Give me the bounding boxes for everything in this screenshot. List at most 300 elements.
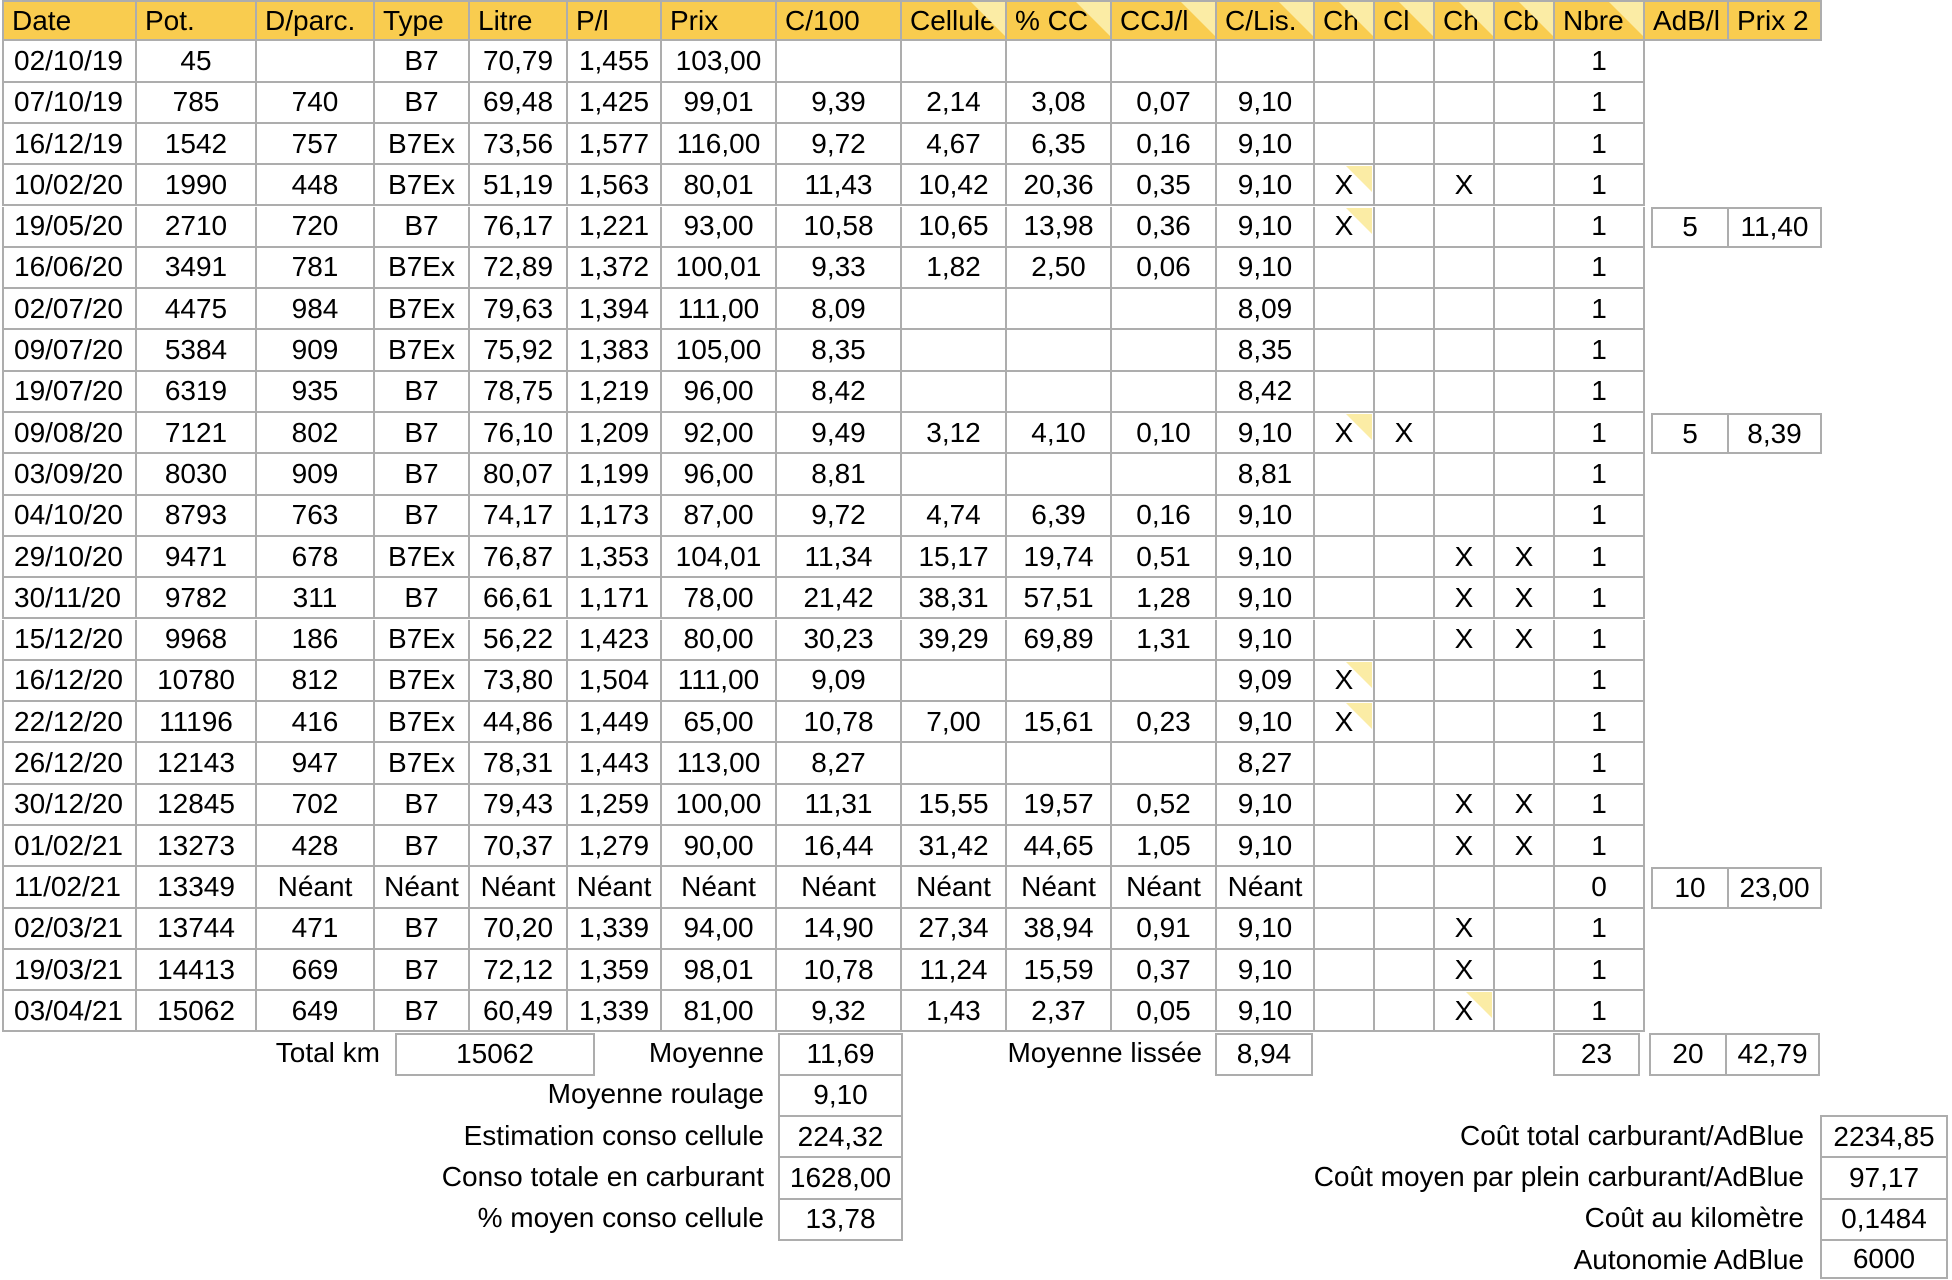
cell-r10-ch2[interactable] xyxy=(1435,413,1495,454)
cell-r18-cl[interactable] xyxy=(1375,743,1435,784)
cell-r5-type[interactable] xyxy=(375,207,470,248)
cell-r4-cl[interactable] xyxy=(1375,165,1435,206)
cell-r15-c100[interactable] xyxy=(777,620,902,661)
cell-r5-clis[interactable] xyxy=(1217,207,1315,248)
cell-r21-clis[interactable] xyxy=(1217,867,1315,908)
cell-r7-c100[interactable] xyxy=(777,289,902,330)
cell-r20-nbre[interactable] xyxy=(1555,826,1645,867)
cell-r3-nbre[interactable] xyxy=(1555,124,1645,165)
cell-r24-ccjl[interactable] xyxy=(1112,991,1217,1032)
cell-r8-cb[interactable] xyxy=(1495,330,1555,371)
cell-r19-ch1[interactable] xyxy=(1315,785,1375,826)
cell-r10-c100[interactable] xyxy=(777,413,902,454)
cell-r13-ccjl[interactable] xyxy=(1112,537,1217,578)
cell-r4-prix[interactable] xyxy=(662,165,777,206)
cell-r19-c100[interactable] xyxy=(777,785,902,826)
cell-r3-ch2[interactable] xyxy=(1435,124,1495,165)
cell-r23-pcc[interactable] xyxy=(1007,950,1112,991)
cell-r20-pl[interactable] xyxy=(568,826,662,867)
cell-r12-type[interactable] xyxy=(375,496,470,537)
cell-r8-clis[interactable] xyxy=(1217,330,1315,371)
cell-r19-dparc[interactable] xyxy=(257,785,375,826)
cell-r24-litre[interactable] xyxy=(470,991,568,1032)
cell-r21-litre[interactable] xyxy=(470,867,568,908)
cell-r15-pl[interactable] xyxy=(568,620,662,661)
cell-r16-cl[interactable] xyxy=(1375,661,1435,702)
summary-total-prix2[interactable] xyxy=(1725,1033,1820,1076)
cell-r14-ccjl[interactable] xyxy=(1112,578,1217,619)
header-c100[interactable] xyxy=(777,0,902,41)
cell-r13-date[interactable] xyxy=(2,537,137,578)
cell-r4-ch1[interactable] xyxy=(1315,165,1375,206)
cell-r4-type[interactable] xyxy=(375,165,470,206)
cell-r9-type[interactable] xyxy=(375,372,470,413)
cell-r19-nbre[interactable] xyxy=(1555,785,1645,826)
cell-r6-ch2[interactable] xyxy=(1435,248,1495,289)
cell-r5-c100[interactable] xyxy=(777,207,902,248)
cell-r9-clis[interactable] xyxy=(1217,372,1315,413)
cell-r15-cl[interactable] xyxy=(1375,620,1435,661)
cell-r13-nbre[interactable] xyxy=(1555,537,1645,578)
cell-r19-cl[interactable] xyxy=(1375,785,1435,826)
cell-r11-cb[interactable] xyxy=(1495,454,1555,495)
cell-r6-pot[interactable] xyxy=(137,248,257,289)
cell-r18-pl[interactable] xyxy=(568,743,662,784)
cell-r16-prix[interactable] xyxy=(662,661,777,702)
cell-r17-cl[interactable] xyxy=(1375,702,1435,743)
cell-r17-cellule[interactable] xyxy=(902,702,1007,743)
cell-r8-dparc[interactable] xyxy=(257,330,375,371)
cell-r14-prix[interactable] xyxy=(662,578,777,619)
cell-r11-prix[interactable] xyxy=(662,454,777,495)
cell-r10-type[interactable] xyxy=(375,413,470,454)
cell-r11-type[interactable] xyxy=(375,454,470,495)
cell-r2-prix[interactable] xyxy=(662,83,777,124)
cell-r6-pcc[interactable] xyxy=(1007,248,1112,289)
cell-r16-cellule[interactable] xyxy=(902,661,1007,702)
cell-r3-dparc[interactable] xyxy=(257,124,375,165)
cell-r4-pcc[interactable] xyxy=(1007,165,1112,206)
cell-r10-date[interactable] xyxy=(2,413,137,454)
cell-r4-ccjl[interactable] xyxy=(1112,165,1217,206)
cell-r2-cb[interactable] xyxy=(1495,83,1555,124)
cell-r15-litre[interactable] xyxy=(470,620,568,661)
cell-r13-pot[interactable] xyxy=(137,537,257,578)
cell-r4-pl[interactable] xyxy=(568,165,662,206)
cell-r22-cb[interactable] xyxy=(1495,909,1555,950)
cell-r8-ch2[interactable] xyxy=(1435,330,1495,371)
cell-r8-date[interactable] xyxy=(2,330,137,371)
cell-r22-dparc[interactable] xyxy=(257,909,375,950)
cell-r12-dparc[interactable] xyxy=(257,496,375,537)
cell-r14-cb[interactable] xyxy=(1495,578,1555,619)
cell-r15-ch2[interactable] xyxy=(1435,620,1495,661)
cell-r20-c100[interactable] xyxy=(777,826,902,867)
cell-r11-pcc[interactable] xyxy=(1007,454,1112,495)
cell-r12-cl[interactable] xyxy=(1375,496,1435,537)
cell-r10-prix[interactable] xyxy=(662,413,777,454)
cell-r18-pot[interactable] xyxy=(137,743,257,784)
cell-r12-ch1[interactable] xyxy=(1315,496,1375,537)
cell-r22-ch1[interactable] xyxy=(1315,909,1375,950)
cell-r1-dparc[interactable] xyxy=(257,41,375,82)
cell-r19-cellule[interactable] xyxy=(902,785,1007,826)
cell-r3-pl[interactable] xyxy=(568,124,662,165)
cell-r1-ch2[interactable] xyxy=(1435,41,1495,82)
cell-r2-date[interactable] xyxy=(2,83,137,124)
cell-r3-pcc[interactable] xyxy=(1007,124,1112,165)
cell-r8-cellule[interactable] xyxy=(902,330,1007,371)
summary-total-nbre[interactable] xyxy=(1553,1033,1640,1076)
cell-r2-pot[interactable] xyxy=(137,83,257,124)
header-ch1[interactable] xyxy=(1315,0,1375,41)
cell-r22-ch2[interactable] xyxy=(1435,909,1495,950)
cell-r14-ch2[interactable] xyxy=(1435,578,1495,619)
cell-r20-ccjl[interactable] xyxy=(1112,826,1217,867)
cell-r11-clis[interactable] xyxy=(1217,454,1315,495)
cell-r1-ch1[interactable] xyxy=(1315,41,1375,82)
cell-r18-ch2[interactable] xyxy=(1435,743,1495,784)
cell-r22-nbre[interactable] xyxy=(1555,909,1645,950)
cell-r17-c100[interactable] xyxy=(777,702,902,743)
cell-r14-cellule[interactable] xyxy=(902,578,1007,619)
cell-r3-c100[interactable] xyxy=(777,124,902,165)
cell-r6-nbre[interactable] xyxy=(1555,248,1645,289)
cell-r10-nbre[interactable] xyxy=(1555,413,1645,454)
header-nbre[interactable] xyxy=(1555,0,1645,41)
cell-r15-cellule[interactable] xyxy=(902,620,1007,661)
cell-r17-pot[interactable] xyxy=(137,702,257,743)
cell-r8-pl[interactable] xyxy=(568,330,662,371)
cell-r11-litre[interactable] xyxy=(470,454,568,495)
cell-r24-cb[interactable] xyxy=(1495,991,1555,1032)
summary-value-right-2[interactable] xyxy=(1820,1198,1948,1241)
cell-r4-ch2[interactable] xyxy=(1435,165,1495,206)
cell-r16-dparc[interactable] xyxy=(257,661,375,702)
cell-r2-c100[interactable] xyxy=(777,83,902,124)
cell-r23-litre[interactable] xyxy=(470,950,568,991)
cell-r21-c100[interactable] xyxy=(777,867,902,908)
cell-r21-prix2[interactable] xyxy=(1727,867,1822,908)
cell-r19-type[interactable] xyxy=(375,785,470,826)
header-cl[interactable] xyxy=(1375,0,1435,41)
cell-r4-nbre[interactable] xyxy=(1555,165,1645,206)
cell-r24-cellule[interactable] xyxy=(902,991,1007,1032)
cell-r24-pot[interactable] xyxy=(137,991,257,1032)
cell-r22-pcc[interactable] xyxy=(1007,909,1112,950)
cell-r17-pl[interactable] xyxy=(568,702,662,743)
cell-r6-ccjl[interactable] xyxy=(1112,248,1217,289)
cell-r22-pl[interactable] xyxy=(568,909,662,950)
cell-r9-date[interactable] xyxy=(2,372,137,413)
cell-r15-cb[interactable] xyxy=(1495,620,1555,661)
cell-r24-type[interactable] xyxy=(375,991,470,1032)
cell-r15-pcc[interactable] xyxy=(1007,620,1112,661)
cell-r9-pot[interactable] xyxy=(137,372,257,413)
cell-r18-dparc[interactable] xyxy=(257,743,375,784)
cell-r10-ch1[interactable] xyxy=(1315,413,1375,454)
cell-r8-ch1[interactable] xyxy=(1315,330,1375,371)
cell-r24-prix[interactable] xyxy=(662,991,777,1032)
cell-r16-c100[interactable] xyxy=(777,661,902,702)
cell-r2-ch1[interactable] xyxy=(1315,83,1375,124)
cell-r13-cellule[interactable] xyxy=(902,537,1007,578)
cell-r12-c100[interactable] xyxy=(777,496,902,537)
cell-r13-cl[interactable] xyxy=(1375,537,1435,578)
cell-r21-type[interactable] xyxy=(375,867,470,908)
cell-r10-pl[interactable] xyxy=(568,413,662,454)
cell-r20-clis[interactable] xyxy=(1217,826,1315,867)
cell-r12-clis[interactable] xyxy=(1217,496,1315,537)
cell-r16-pcc[interactable] xyxy=(1007,661,1112,702)
cell-r12-date[interactable] xyxy=(2,496,137,537)
cell-r22-ccjl[interactable] xyxy=(1112,909,1217,950)
cell-r3-cb[interactable] xyxy=(1495,124,1555,165)
cell-r9-cb[interactable] xyxy=(1495,372,1555,413)
cell-r14-date[interactable] xyxy=(2,578,137,619)
cell-r18-nbre[interactable] xyxy=(1555,743,1645,784)
cell-r10-cl[interactable] xyxy=(1375,413,1435,454)
cell-r15-ch1[interactable] xyxy=(1315,620,1375,661)
cell-r1-ccjl[interactable] xyxy=(1112,41,1217,82)
cell-r14-clis[interactable] xyxy=(1217,578,1315,619)
cell-r19-pcc[interactable] xyxy=(1007,785,1112,826)
cell-r7-ch2[interactable] xyxy=(1435,289,1495,330)
cell-r23-clis[interactable] xyxy=(1217,950,1315,991)
cell-r3-date[interactable] xyxy=(2,124,137,165)
cell-r23-type[interactable] xyxy=(375,950,470,991)
cell-r14-pl[interactable] xyxy=(568,578,662,619)
header-cellule[interactable] xyxy=(902,0,1007,41)
cell-r18-ch1[interactable] xyxy=(1315,743,1375,784)
cell-r1-nbre[interactable] xyxy=(1555,41,1645,82)
cell-r2-cellule[interactable] xyxy=(902,83,1007,124)
cell-r11-pot[interactable] xyxy=(137,454,257,495)
summary-value-right-3[interactable] xyxy=(1820,1239,1948,1279)
cell-r4-cellule[interactable] xyxy=(902,165,1007,206)
cell-r4-cb[interactable] xyxy=(1495,165,1555,206)
cell-r22-cl[interactable] xyxy=(1375,909,1435,950)
cell-r12-litre[interactable] xyxy=(470,496,568,537)
cell-r18-date[interactable] xyxy=(2,743,137,784)
cell-r16-cb[interactable] xyxy=(1495,661,1555,702)
cell-r22-prix[interactable] xyxy=(662,909,777,950)
cell-r23-pot[interactable] xyxy=(137,950,257,991)
cell-r16-pot[interactable] xyxy=(137,661,257,702)
cell-r12-pl[interactable] xyxy=(568,496,662,537)
cell-r2-pcc[interactable] xyxy=(1007,83,1112,124)
cell-r21-cellule[interactable] xyxy=(902,867,1007,908)
cell-r5-ccjl[interactable] xyxy=(1112,207,1217,248)
cell-r2-ccjl[interactable] xyxy=(1112,83,1217,124)
cell-r15-nbre[interactable] xyxy=(1555,620,1645,661)
cell-r16-ccjl[interactable] xyxy=(1112,661,1217,702)
cell-r13-type[interactable] xyxy=(375,537,470,578)
cell-r12-prix[interactable] xyxy=(662,496,777,537)
cell-r22-date[interactable] xyxy=(2,909,137,950)
cell-r5-cb[interactable] xyxy=(1495,207,1555,248)
cell-r9-dparc[interactable] xyxy=(257,372,375,413)
cell-r12-ccjl[interactable] xyxy=(1112,496,1217,537)
cell-r10-dparc[interactable] xyxy=(257,413,375,454)
cell-r3-ch1[interactable] xyxy=(1315,124,1375,165)
cell-r20-pcc[interactable] xyxy=(1007,826,1112,867)
cell-r20-ch2[interactable] xyxy=(1435,826,1495,867)
cell-r1-clis[interactable] xyxy=(1217,41,1315,82)
cell-r13-cb[interactable] xyxy=(1495,537,1555,578)
cell-r10-adbl[interactable] xyxy=(1651,413,1729,454)
cell-r13-litre[interactable] xyxy=(470,537,568,578)
cell-r12-cellule[interactable] xyxy=(902,496,1007,537)
cell-r17-cb[interactable] xyxy=(1495,702,1555,743)
cell-r7-date[interactable] xyxy=(2,289,137,330)
cell-r9-c100[interactable] xyxy=(777,372,902,413)
header-cb[interactable] xyxy=(1495,0,1555,41)
cell-r6-prix[interactable] xyxy=(662,248,777,289)
cell-r5-prix[interactable] xyxy=(662,207,777,248)
cell-r8-cl[interactable] xyxy=(1375,330,1435,371)
header-pcc[interactable] xyxy=(1007,0,1112,41)
cell-r16-litre[interactable] xyxy=(470,661,568,702)
cell-r7-cellule[interactable] xyxy=(902,289,1007,330)
cell-r3-cl[interactable] xyxy=(1375,124,1435,165)
cell-r6-ch1[interactable] xyxy=(1315,248,1375,289)
cell-r1-prix[interactable] xyxy=(662,41,777,82)
cell-r7-type[interactable] xyxy=(375,289,470,330)
cell-r15-type[interactable] xyxy=(375,620,470,661)
cell-r13-clis[interactable] xyxy=(1217,537,1315,578)
cell-r18-c100[interactable] xyxy=(777,743,902,784)
cell-r15-dparc[interactable] xyxy=(257,620,375,661)
cell-r3-clis[interactable] xyxy=(1217,124,1315,165)
cell-r16-type[interactable] xyxy=(375,661,470,702)
cell-r23-cl[interactable] xyxy=(1375,950,1435,991)
header-pl[interactable] xyxy=(568,0,662,41)
cell-r3-prix[interactable] xyxy=(662,124,777,165)
cell-r13-pl[interactable] xyxy=(568,537,662,578)
header-clis[interactable] xyxy=(1217,0,1315,41)
cell-r20-dparc[interactable] xyxy=(257,826,375,867)
cell-r17-ccjl[interactable] xyxy=(1112,702,1217,743)
cell-r1-cb[interactable] xyxy=(1495,41,1555,82)
cell-r11-ch1[interactable] xyxy=(1315,454,1375,495)
summary-value-right-1[interactable] xyxy=(1820,1156,1948,1199)
cell-r21-ch1[interactable] xyxy=(1315,867,1375,908)
cell-r9-ch2[interactable] xyxy=(1435,372,1495,413)
cell-r7-pl[interactable] xyxy=(568,289,662,330)
cell-r22-clis[interactable] xyxy=(1217,909,1315,950)
cell-r7-cb[interactable] xyxy=(1495,289,1555,330)
cell-r19-pot[interactable] xyxy=(137,785,257,826)
cell-r8-pot[interactable] xyxy=(137,330,257,371)
cell-r21-ch2[interactable] xyxy=(1435,867,1495,908)
cell-r24-ch2[interactable] xyxy=(1435,991,1495,1032)
cell-r2-cl[interactable] xyxy=(1375,83,1435,124)
cell-r8-type[interactable] xyxy=(375,330,470,371)
cell-r5-pl[interactable] xyxy=(568,207,662,248)
cell-r17-ch1[interactable] xyxy=(1315,702,1375,743)
cell-r21-adbl[interactable] xyxy=(1651,867,1729,908)
cell-r7-ccjl[interactable] xyxy=(1112,289,1217,330)
cell-r1-type[interactable] xyxy=(375,41,470,82)
cell-r15-pot[interactable] xyxy=(137,620,257,661)
cell-r21-pcc[interactable] xyxy=(1007,867,1112,908)
cell-r22-cellule[interactable] xyxy=(902,909,1007,950)
cell-r3-pot[interactable] xyxy=(137,124,257,165)
cell-r14-pcc[interactable] xyxy=(1007,578,1112,619)
cell-r17-type[interactable] xyxy=(375,702,470,743)
cell-r2-type[interactable] xyxy=(375,83,470,124)
cell-r13-prix[interactable] xyxy=(662,537,777,578)
cell-r24-cl[interactable] xyxy=(1375,991,1435,1032)
cell-r5-nbre[interactable] xyxy=(1555,207,1645,248)
cell-r4-pot[interactable] xyxy=(137,165,257,206)
cell-r11-c100[interactable] xyxy=(777,454,902,495)
cell-r21-pot[interactable] xyxy=(137,867,257,908)
cell-r9-pcc[interactable] xyxy=(1007,372,1112,413)
cell-r23-ccjl[interactable] xyxy=(1112,950,1217,991)
cell-r5-date[interactable] xyxy=(2,207,137,248)
cell-r22-c100[interactable] xyxy=(777,909,902,950)
cell-r11-nbre[interactable] xyxy=(1555,454,1645,495)
cell-r23-date[interactable] xyxy=(2,950,137,991)
cell-r24-pcc[interactable] xyxy=(1007,991,1112,1032)
cell-r14-cl[interactable] xyxy=(1375,578,1435,619)
cell-r18-litre[interactable] xyxy=(470,743,568,784)
cell-r7-pcc[interactable] xyxy=(1007,289,1112,330)
cell-r6-type[interactable] xyxy=(375,248,470,289)
cell-r16-clis[interactable] xyxy=(1217,661,1315,702)
cell-r2-pl[interactable] xyxy=(568,83,662,124)
cell-r11-date[interactable] xyxy=(2,454,137,495)
cell-r4-clis[interactable] xyxy=(1217,165,1315,206)
header-ch2[interactable] xyxy=(1435,0,1495,41)
cell-r18-cb[interactable] xyxy=(1495,743,1555,784)
cell-r11-pl[interactable] xyxy=(568,454,662,495)
cell-r12-cb[interactable] xyxy=(1495,496,1555,537)
cell-r19-ccjl[interactable] xyxy=(1112,785,1217,826)
cell-r17-dparc[interactable] xyxy=(257,702,375,743)
cell-r6-litre[interactable] xyxy=(470,248,568,289)
cell-r18-cellule[interactable] xyxy=(902,743,1007,784)
cell-r5-cl[interactable] xyxy=(1375,207,1435,248)
cell-r15-date[interactable] xyxy=(2,620,137,661)
cell-r6-date[interactable] xyxy=(2,248,137,289)
cell-r23-dparc[interactable] xyxy=(257,950,375,991)
cell-r9-pl[interactable] xyxy=(568,372,662,413)
cell-r7-litre[interactable] xyxy=(470,289,568,330)
cell-r20-pot[interactable] xyxy=(137,826,257,867)
cell-r4-dparc[interactable] xyxy=(257,165,375,206)
cell-r5-ch1[interactable] xyxy=(1315,207,1375,248)
cell-r9-litre[interactable] xyxy=(470,372,568,413)
cell-r11-cl[interactable] xyxy=(1375,454,1435,495)
cell-r23-cb[interactable] xyxy=(1495,950,1555,991)
cell-r19-ch2[interactable] xyxy=(1435,785,1495,826)
cell-r21-cb[interactable] xyxy=(1495,867,1555,908)
cell-r17-prix[interactable] xyxy=(662,702,777,743)
cell-r12-nbre[interactable] xyxy=(1555,496,1645,537)
cell-r1-pl[interactable] xyxy=(568,41,662,82)
cell-r7-nbre[interactable] xyxy=(1555,289,1645,330)
cell-r23-pl[interactable] xyxy=(568,950,662,991)
cell-r16-pl[interactable] xyxy=(568,661,662,702)
cell-r2-dparc[interactable] xyxy=(257,83,375,124)
cell-r20-date[interactable] xyxy=(2,826,137,867)
summary-value-right-0[interactable] xyxy=(1820,1115,1948,1158)
summary-value-left-3[interactable] xyxy=(778,1198,903,1241)
cell-r2-ch2[interactable] xyxy=(1435,83,1495,124)
